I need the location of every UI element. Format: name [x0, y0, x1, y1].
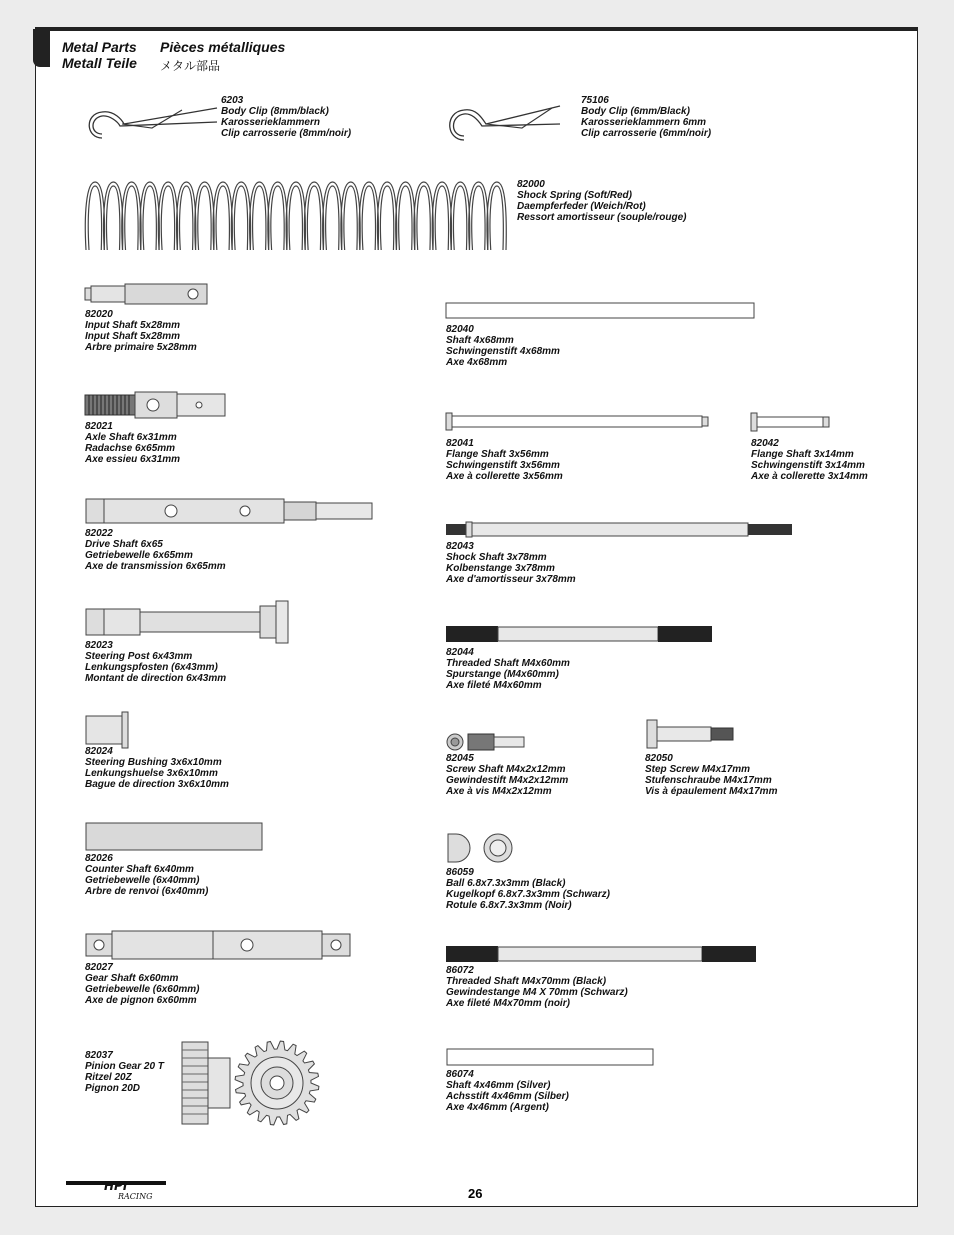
part-name-de: Achsstift 4x46mm (Silber): [446, 1091, 569, 1102]
part-name-fr: Axe fileté M4x60mm: [446, 680, 542, 691]
part-name-fr: Bague de direction 3x6x10mm: [85, 779, 229, 790]
hpi-racing-logo: [66, 1178, 170, 1202]
part-name-fr: Axe à vis M4x2x12mm: [446, 786, 552, 797]
part-code: 86074: [446, 1069, 474, 1080]
part-name-en: Shaft 4x46mm (Silver): [446, 1080, 551, 1091]
part-name-en: Steering Bushing 3x6x10mm: [85, 757, 222, 768]
part-name-en: Threaded Shaft M4x70mm (Black): [446, 976, 607, 987]
part-name-fr: Montant de direction 6x43mm: [85, 673, 227, 684]
page-number: 26: [468, 1186, 483, 1201]
part-code: 82021: [85, 421, 113, 432]
threaded-shaft-60-drawing: [446, 626, 714, 644]
part-name-en: Axle Shaft 6x31mm: [85, 432, 177, 443]
part-82043: [446, 541, 576, 585]
part-name-en: Shock Spring (Soft/Red): [517, 190, 632, 201]
steering-bushing-drawing: [85, 712, 133, 748]
part-code: 75106: [581, 95, 609, 106]
part-name-de: Ritzel 20Z: [85, 1072, 132, 1083]
part-name-en: Shaft 4x68mm: [446, 335, 514, 346]
part-75106: [581, 95, 711, 139]
part-82024: [85, 746, 229, 790]
part-82050: [645, 753, 777, 797]
part-name-de: Spurstange (M4x60mm): [446, 669, 559, 680]
part-name-en: Flange Shaft 3x14mm: [751, 449, 854, 460]
part-82041: [446, 438, 563, 482]
flange-shaft-3x56-drawing: [446, 413, 712, 431]
part-code: 82045: [446, 753, 474, 764]
part-name-fr: Rotule 6.8x7.3x3mm (Noir): [446, 900, 572, 911]
part-name-de: Schwingenstift 3x14mm: [751, 460, 865, 471]
part-name-fr: Axe fileté M4x70mm (noir): [446, 998, 570, 1009]
shaft-4x68-drawing: [445, 302, 757, 320]
part-name-fr: Clip carrosserie (6mm/noir): [581, 128, 712, 139]
logo-subtext: RACING: [118, 1192, 153, 1201]
part-name-fr: Ressort amortisseur (souple/rouge): [517, 212, 687, 223]
part-name-en: Shock Shaft 3x78mm: [446, 552, 547, 563]
part-name-de: Karosserieklammern: [221, 117, 320, 128]
part-code: 86072: [446, 965, 474, 976]
part-name-de: Karosserieklammern 6mm: [581, 117, 707, 128]
part-code: 6203: [221, 95, 244, 106]
part-name-en: Steering Post 6x43mm: [85, 651, 193, 662]
part-name-en: Input Shaft 5x28mm: [85, 320, 181, 331]
part-name-de: Daempferfeder (Weich/Rot): [517, 201, 646, 212]
title-de: Metall Teile: [62, 55, 137, 71]
part-name-fr: Arbre de renvoi (6x40mm): [85, 886, 209, 897]
part-code: 82026: [85, 853, 113, 864]
part-name-fr: Axe de pignon 6x60mm: [85, 995, 197, 1006]
drive-shaft-drawing: [85, 498, 375, 526]
part-82040: [446, 324, 560, 368]
part-6203: [221, 95, 351, 139]
part-code: 82037: [85, 1050, 113, 1061]
part-name-de: Stufenschraube M4x17mm: [645, 775, 772, 786]
part-name-en: Body Clip (6mm/Black): [581, 106, 690, 117]
part-82023: [85, 640, 226, 684]
threaded-shaft-70-drawing: [446, 946, 758, 964]
part-name-fr: Vis à épaulement M4x17mm: [645, 786, 778, 797]
part-name-de: Schwingenstift 4x68mm: [446, 346, 560, 357]
title-en: Metal Parts: [62, 39, 137, 55]
part-code: 82024: [85, 746, 113, 757]
axle-shaft-drawing: [85, 392, 227, 420]
part-name-fr: Axe à collerette 3x14mm: [751, 471, 868, 482]
part-name-de: Gewindestift M4x2x12mm: [446, 775, 569, 786]
part-86072: [446, 965, 628, 1009]
part-name-de: Lenkungshuelse 3x6x10mm: [85, 768, 218, 779]
part-code: 82027: [85, 962, 113, 973]
part-name-de: Kugelkopf 6.8x7.3x3mm (Schwarz): [446, 889, 610, 900]
step-screw-drawing: [645, 718, 737, 750]
part-code: 82022: [85, 528, 113, 539]
part-82021: [85, 421, 180, 465]
logo-text: HPI: [104, 1179, 128, 1193]
part-82020: [85, 309, 197, 353]
part-82026: [85, 853, 208, 897]
part-name-fr: Axe de transmission 6x65mm: [85, 561, 226, 572]
part-82044: [446, 647, 570, 691]
part-name-de: Gewindestange M4 X 70mm (Schwarz): [446, 987, 628, 998]
part-name-en: Drive Shaft 6x65: [85, 539, 163, 550]
part-name-fr: Clip carrosserie (8mm/noir): [221, 128, 352, 139]
part-name-fr: Axe à collerette 3x56mm: [446, 471, 563, 482]
part-name-fr: Arbre primaire 5x28mm: [85, 342, 197, 353]
part-82000: [517, 179, 686, 223]
part-name-de: Kolbenstange 3x78mm: [446, 563, 555, 574]
part-name-de: Radachse 6x65mm: [85, 443, 176, 454]
input-shaft-drawing: [85, 282, 211, 308]
part-name-de: Getriebewelle (6x60mm): [85, 984, 200, 995]
part-name-en: Step Screw M4x17mm: [645, 764, 751, 775]
part-82045: [446, 753, 568, 797]
section-tab-marker: [33, 29, 50, 67]
part-name-fr: Axe 4x46mm (Argent): [446, 1102, 549, 1113]
body-clip-8mm-drawing: [82, 100, 222, 146]
part-name-de: Lenkungspfosten (6x43mm): [85, 662, 218, 673]
part-name-de: Input Shaft 5x28mm: [85, 331, 181, 342]
part-code: 82041: [446, 438, 474, 449]
part-82027: [85, 962, 200, 1006]
part-name-de: Schwingenstift 3x56mm: [446, 460, 560, 471]
part-name-fr: Axe 4x68mm: [446, 357, 508, 368]
part-name-en: Screw Shaft M4x2x12mm: [446, 764, 566, 775]
part-name-fr: Pignon 20D: [85, 1083, 141, 1094]
part-name-fr: Axe d'amortisseur 3x78mm: [446, 574, 576, 585]
ball-stud-drawing: [446, 832, 516, 864]
part-code: 82044: [446, 647, 474, 658]
part-code: 86059: [446, 867, 474, 878]
part-name-de: Getriebewelle (6x40mm): [85, 875, 200, 886]
part-name-en: Gear Shaft 6x60mm: [85, 973, 179, 984]
part-name-en: Body Clip (8mm/black): [221, 106, 329, 117]
counter-shaft-drawing: [85, 822, 265, 852]
part-name-fr: Axe essieu 6x31mm: [85, 454, 181, 465]
part-code: 82043: [446, 541, 474, 552]
title-fr: Pièces métalliques: [160, 39, 286, 55]
pinion-gear-drawing: [180, 1038, 325, 1128]
part-code: 82020: [85, 309, 113, 320]
part-name-en: Ball 6.8x7.3x3mm (Black): [446, 878, 566, 889]
part-86059: [446, 867, 610, 911]
part-code: 82000: [517, 179, 545, 190]
part-82022: [85, 528, 226, 572]
part-code: 82050: [645, 753, 673, 764]
part-82037: [85, 1050, 164, 1094]
title-jp: メタル部品: [160, 59, 221, 73]
shock-spring-drawing: [84, 176, 509, 256]
body-clip-6mm-drawing: [442, 100, 582, 146]
steering-post-drawing: [85, 600, 295, 644]
part-82042: [751, 438, 868, 482]
part-name-de: Getriebewelle 6x65mm: [85, 550, 193, 561]
part-code: 82040: [446, 324, 474, 335]
part-name-en: Pinion Gear 20 T: [85, 1061, 164, 1072]
shaft-4x46-drawing: [446, 1048, 656, 1068]
screw-shaft-drawing: [446, 732, 528, 752]
part-code: 82042: [751, 438, 779, 449]
part-code: 82023: [85, 640, 113, 651]
part-86074: [446, 1069, 569, 1113]
part-name-en: Threaded Shaft M4x60mm: [446, 658, 570, 669]
flange-shaft-3x14-drawing: [751, 413, 833, 433]
gear-shaft-drawing: [85, 930, 355, 960]
part-name-en: Flange Shaft 3x56mm: [446, 449, 549, 460]
part-name-en: Counter Shaft 6x40mm: [85, 864, 194, 875]
shock-shaft-drawing: [446, 522, 794, 538]
